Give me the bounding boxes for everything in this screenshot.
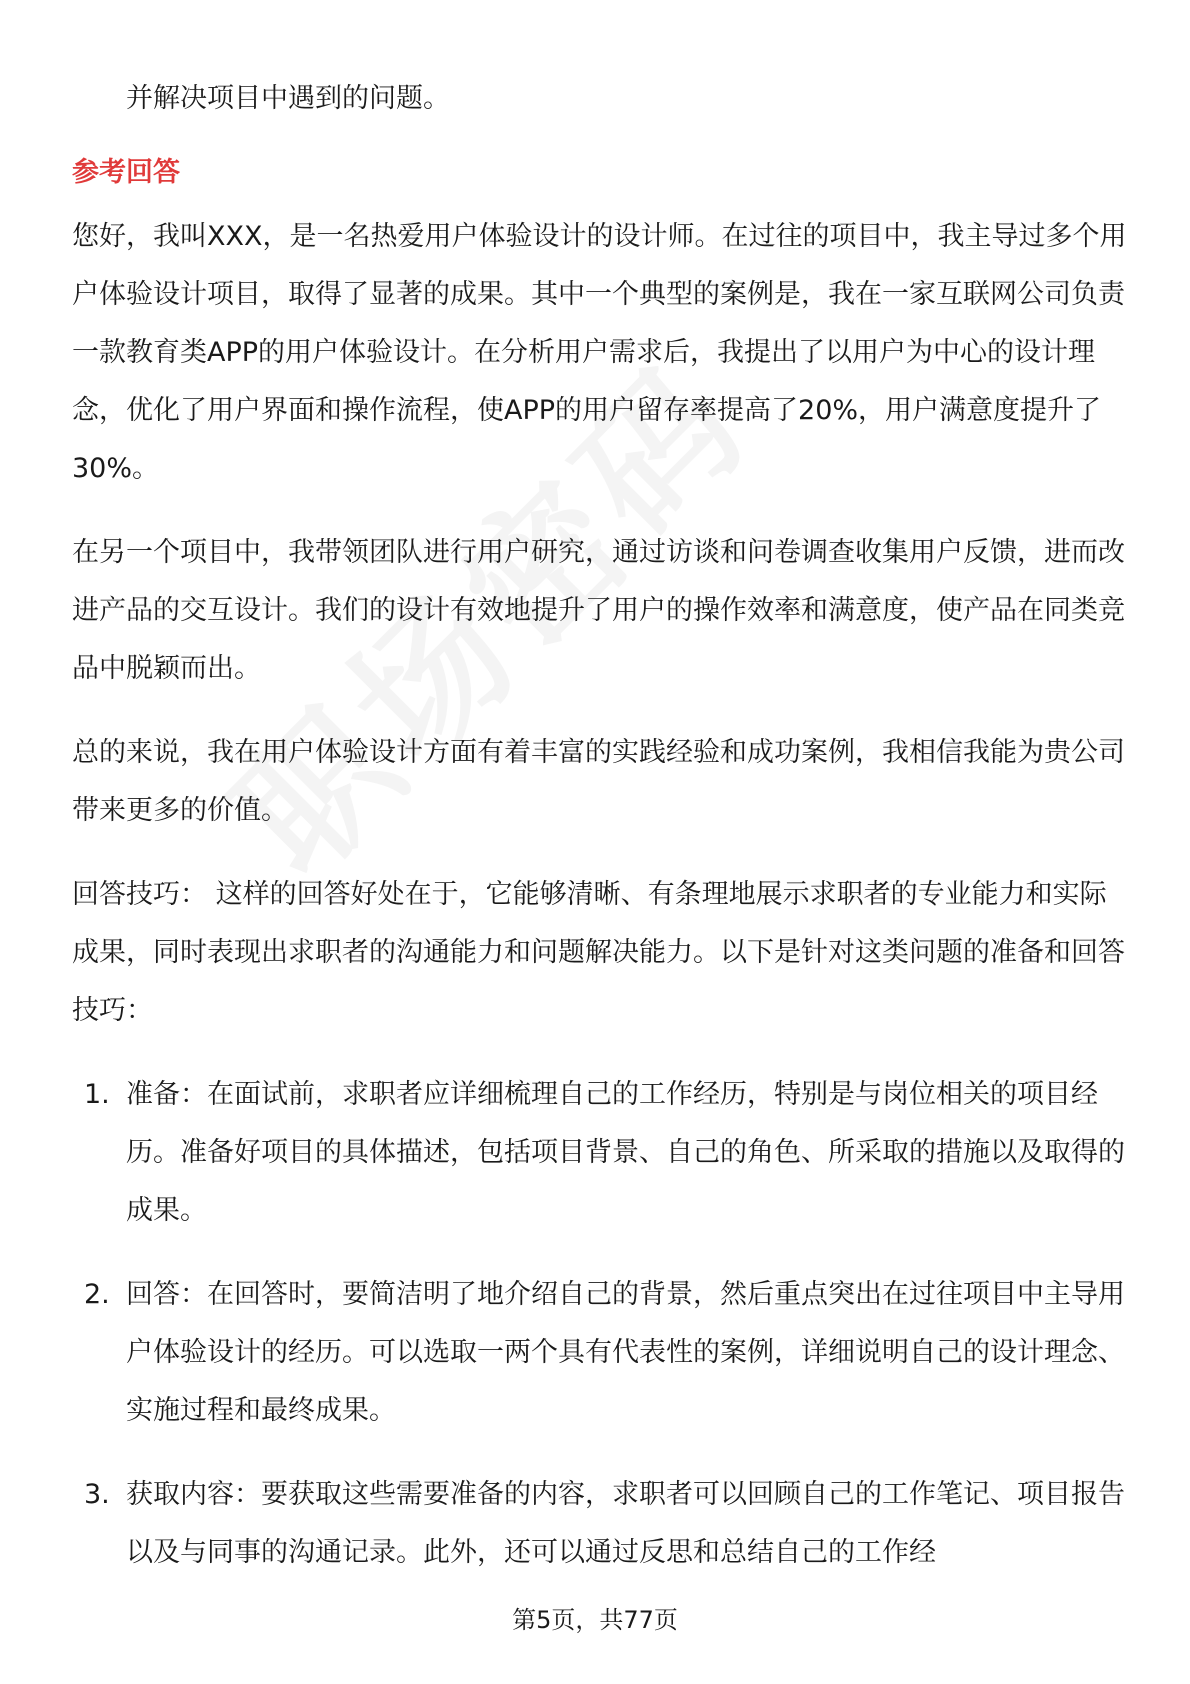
list-item [72,1066,1132,1240]
list-item [72,1266,1132,1440]
page-footer: 第5页，共77页 [512,1606,678,1634]
paragraph-tips: 回答技巧： 这样的回答好处在于，它能够清晰、有条理地展示求职者的专业能力和实际成果，同时表现出求职者的沟通能力和问题解决能力。以下是针对这类问题的准备和回答技巧： [72,879,1125,1026]
list-number: 2. [84,1279,110,1310]
intro-tail: 并解决项目中遇到的问题。 [126,83,450,114]
list-item [72,1466,1132,1582]
tips-list [72,1066,1132,1582]
document-body [72,70,1132,1608]
list-text: 回答：在回答时，要简洁明了地介绍自己的背景，然后重点突出在过往项目中主导用户体验设计的经历。可以选取一两个具有代表性的案例，详细说明自己的设计理念、实施过程和最终成果。 [126,1279,1125,1426]
section-heading: 参考回答 [72,157,180,188]
paragraph-3: 总的来说，我在用户体验设计方面有着丰富的实践经验和成功案例，我相信我能为贵公司带来更多的价值。 [72,737,1125,826]
paragraph-2: 在另一个项目中，我带领团队进行用户研究，通过访谈和问卷调查收集用户反馈，进而改进产品的交互设计。我们的设计有效地提升了用户的操作效率和满意度，使产品在同类竞品中脱颖而出。 [72,537,1125,684]
list-number: 1. [84,1079,110,1110]
list-text: 准备：在面试前，求职者应详细梳理自己的工作经历，特别是与岗位相关的项目经历。准备好项目的具体描述，包括项目背景、自己的角色、所采取的措施以及取得的成果。 [126,1079,1125,1226]
list-text: 获取内容：要获取这些需要准备的内容，求职者可以回顾自己的工作笔记、项目报告以及与同事的沟通记录。此外，还可以通过反思和总结自己的工作经 [126,1479,1125,1568]
list-number: 3. [84,1479,110,1510]
paragraph-1: 您好，我叫XXX，是一名热爱用户体验设计的设计师。在过往的项目中，我主导过多个用户体验设计项目，取得了显著的成果。其中一个典型的案例是，我在一家互联网公司负责一款教育类APP的用户体验设计。在分析用户需求后，我提出了以用户为中心的设计理念，优化了用户界面和操作流程，使APP的用户留存率提高了20%，用户满意度提升了30%。 [72,221,1127,484]
